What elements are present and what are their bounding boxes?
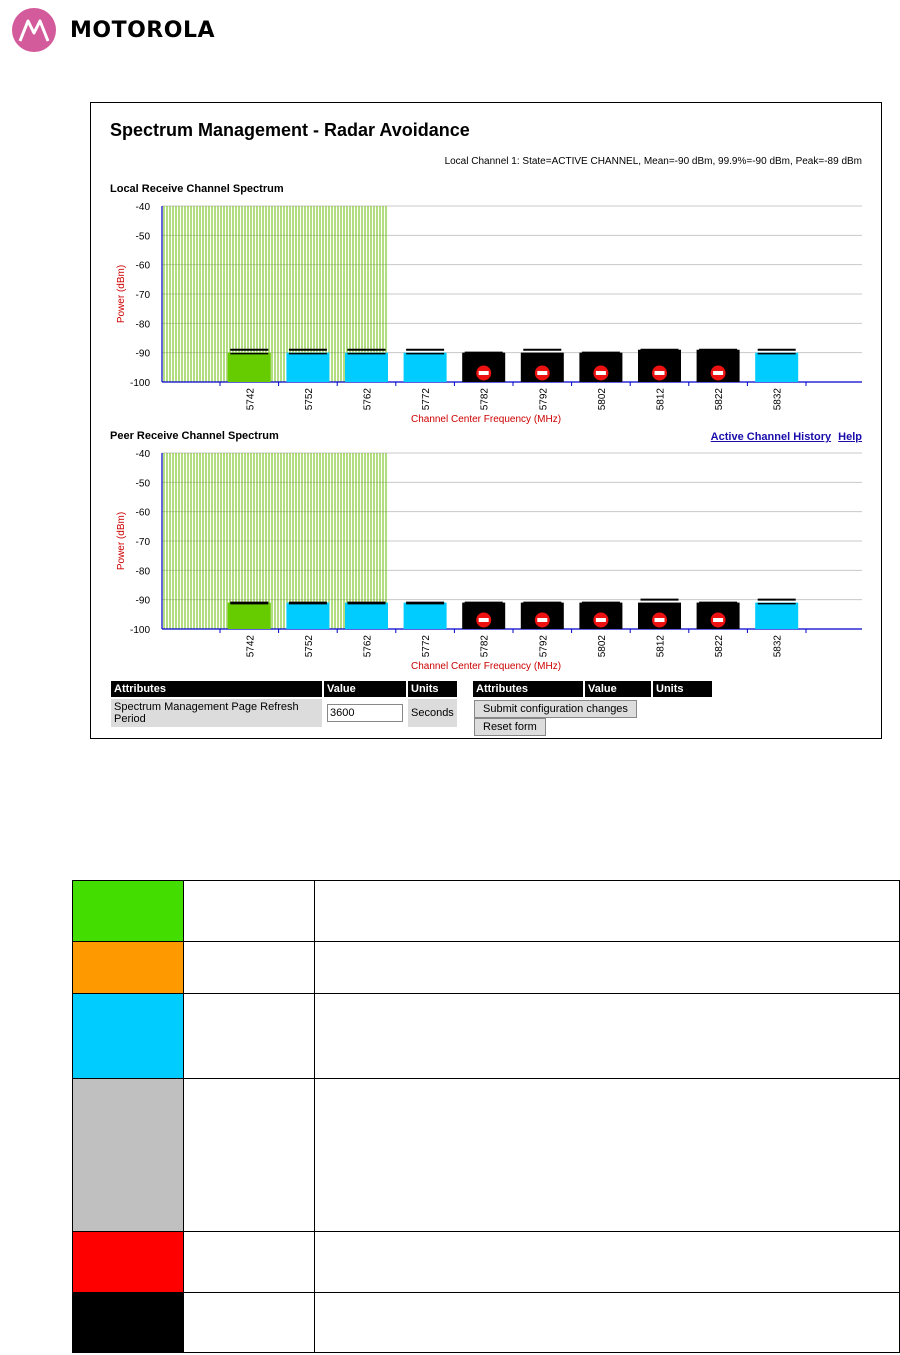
- x-tick-label: 5822: [714, 635, 726, 658]
- header-units: Units: [408, 681, 457, 697]
- header-units: Units: [653, 681, 712, 697]
- x-tick-label: 5742: [245, 388, 257, 411]
- motorola-batwing-icon: [12, 8, 56, 52]
- legend-name-cell: [184, 942, 315, 994]
- channel-bar: [755, 353, 798, 382]
- legend-row: [73, 942, 900, 994]
- radar-no-entry-bar: [655, 371, 665, 375]
- legend-description-cell: [315, 1293, 900, 1353]
- radar-no-entry-bar: [479, 618, 489, 622]
- channel-bar: [228, 353, 271, 382]
- legend-swatch-cell: [73, 1293, 184, 1353]
- legend-row: [73, 1293, 900, 1353]
- submit-configuration-button[interactable]: Submit configuration changes: [474, 700, 637, 718]
- reset-form-button[interactable]: Reset form: [474, 718, 546, 736]
- header-value: Value: [585, 681, 651, 697]
- page-title: Spectrum Management - Radar Avoidance: [110, 120, 470, 140]
- chart-links: [707, 431, 862, 443]
- y-tick-label: -80: [135, 566, 150, 578]
- legend-description-cell: [315, 1232, 900, 1293]
- legend-row: [73, 1232, 900, 1293]
- legend-row: [73, 881, 900, 942]
- attributes-table-right: [471, 679, 714, 739]
- x-axis-title: Channel Center Frequency (MHz): [410, 661, 562, 671]
- radar-no-entry-bar: [596, 618, 606, 622]
- x-tick-label: 5762: [362, 388, 374, 411]
- help-link[interactable]: Help: [838, 431, 862, 443]
- x-tick-label: 5802: [596, 388, 608, 411]
- y-tick-label: -100: [129, 625, 150, 636]
- y-tick-label: -60: [135, 507, 150, 519]
- motorola-logo: [12, 8, 215, 52]
- radar-no-entry-bar: [537, 371, 547, 375]
- radar-no-entry-bar: [655, 618, 665, 622]
- header-attributes: Attributes: [111, 681, 322, 697]
- channel-color-legend: [72, 880, 900, 1353]
- x-tick-label: 5792: [538, 388, 550, 411]
- legend-row: [73, 1079, 900, 1232]
- y-tick-label: -70: [135, 290, 150, 301]
- x-tick-label: 5782: [479, 388, 491, 411]
- y-axis-title: Power (dBm): [116, 511, 127, 571]
- channel-bar: [228, 603, 271, 629]
- spectrum-management-panel: [90, 102, 882, 739]
- x-tick-label: 5812: [655, 388, 667, 411]
- x-axis-title: Channel Center Frequency (MHz): [410, 414, 562, 424]
- channel-bar: [404, 353, 447, 382]
- radar-no-entry-bar: [596, 371, 606, 375]
- x-tick-label: 5782: [479, 635, 491, 658]
- legend-name-cell: [184, 1293, 315, 1353]
- y-tick-label: -40: [135, 202, 150, 213]
- active-channel-history-link[interactable]: Active Channel History: [710, 431, 832, 443]
- legend-description-cell: [315, 994, 900, 1079]
- x-tick-label: 5772: [421, 635, 433, 658]
- channel-bar: [286, 353, 329, 382]
- legend-description-cell: [315, 881, 900, 942]
- x-tick-label: 5832: [772, 635, 784, 658]
- x-tick-label: 5752: [303, 635, 315, 658]
- y-tick-label: -90: [135, 348, 150, 360]
- local-spectrum-chart: [110, 199, 870, 424]
- legend-name-cell: [184, 994, 315, 1079]
- legend-name-cell: [184, 881, 315, 942]
- x-tick-label: 5742: [245, 635, 257, 658]
- y-tick-label: -50: [135, 478, 150, 490]
- y-tick-label: -70: [135, 537, 150, 548]
- channel-bar: [404, 603, 447, 629]
- legend-swatch-cell: [73, 1079, 184, 1232]
- peer-chart-title: Peer Receive Channel Spectrum: [110, 430, 279, 442]
- y-tick-label: -80: [135, 319, 150, 331]
- x-tick-label: 5822: [714, 388, 726, 411]
- radar-no-entry-bar: [537, 618, 547, 622]
- peer-spectrum-chart: [110, 446, 870, 671]
- channel-bar: [345, 603, 388, 629]
- refresh-period-input[interactable]: [327, 704, 403, 722]
- brand-name: MOTOROLA: [70, 17, 215, 43]
- form-actions: [473, 699, 712, 737]
- refresh-period-cell: [324, 699, 406, 727]
- legend-name-cell: [184, 1232, 315, 1293]
- y-tick-label: -100: [129, 378, 150, 389]
- refresh-period-label: Spectrum Management Page Refresh Period: [111, 699, 322, 727]
- legend-name-cell: [184, 1079, 315, 1232]
- header-attributes: Attributes: [473, 681, 583, 697]
- attributes-table-left: [109, 679, 459, 729]
- x-tick-label: 5772: [421, 388, 433, 411]
- y-axis-title: Power (dBm): [116, 264, 127, 324]
- header-value: Value: [324, 681, 406, 697]
- legend-swatch-cell: [73, 942, 184, 994]
- legend-swatch-cell: [73, 881, 184, 942]
- x-tick-label: 5802: [596, 635, 608, 658]
- y-tick-label: -90: [135, 595, 150, 607]
- radar-no-entry-bar: [479, 371, 489, 375]
- radar-no-entry-bar: [713, 618, 723, 622]
- radar-no-entry-bar: [713, 371, 723, 375]
- refresh-period-units: Seconds: [408, 699, 457, 727]
- x-tick-label: 5762: [362, 635, 374, 658]
- x-tick-label: 5792: [538, 635, 550, 658]
- local-channel-status: Local Channel 1: State=ACTIVE CHANNEL, Mean=-90 dBm, 99.9%=-90 dBm, Peak=-89 dBm: [444, 156, 862, 167]
- legend-swatch-cell: [73, 994, 184, 1079]
- y-tick-label: -40: [135, 449, 150, 460]
- channel-bar: [345, 353, 388, 382]
- x-tick-label: 5812: [655, 635, 667, 658]
- legend-swatch-cell: [73, 1232, 184, 1293]
- legend-description-cell: [315, 1079, 900, 1232]
- channel-bar: [755, 603, 798, 629]
- legend-row: [73, 994, 900, 1079]
- local-chart-title: Local Receive Channel Spectrum: [110, 183, 284, 195]
- legend-description-cell: [315, 942, 900, 994]
- x-tick-label: 5832: [772, 388, 784, 411]
- y-tick-label: -60: [135, 260, 150, 272]
- channel-bar: [286, 603, 329, 629]
- x-tick-label: 5752: [303, 388, 315, 411]
- y-tick-label: -50: [135, 231, 150, 243]
